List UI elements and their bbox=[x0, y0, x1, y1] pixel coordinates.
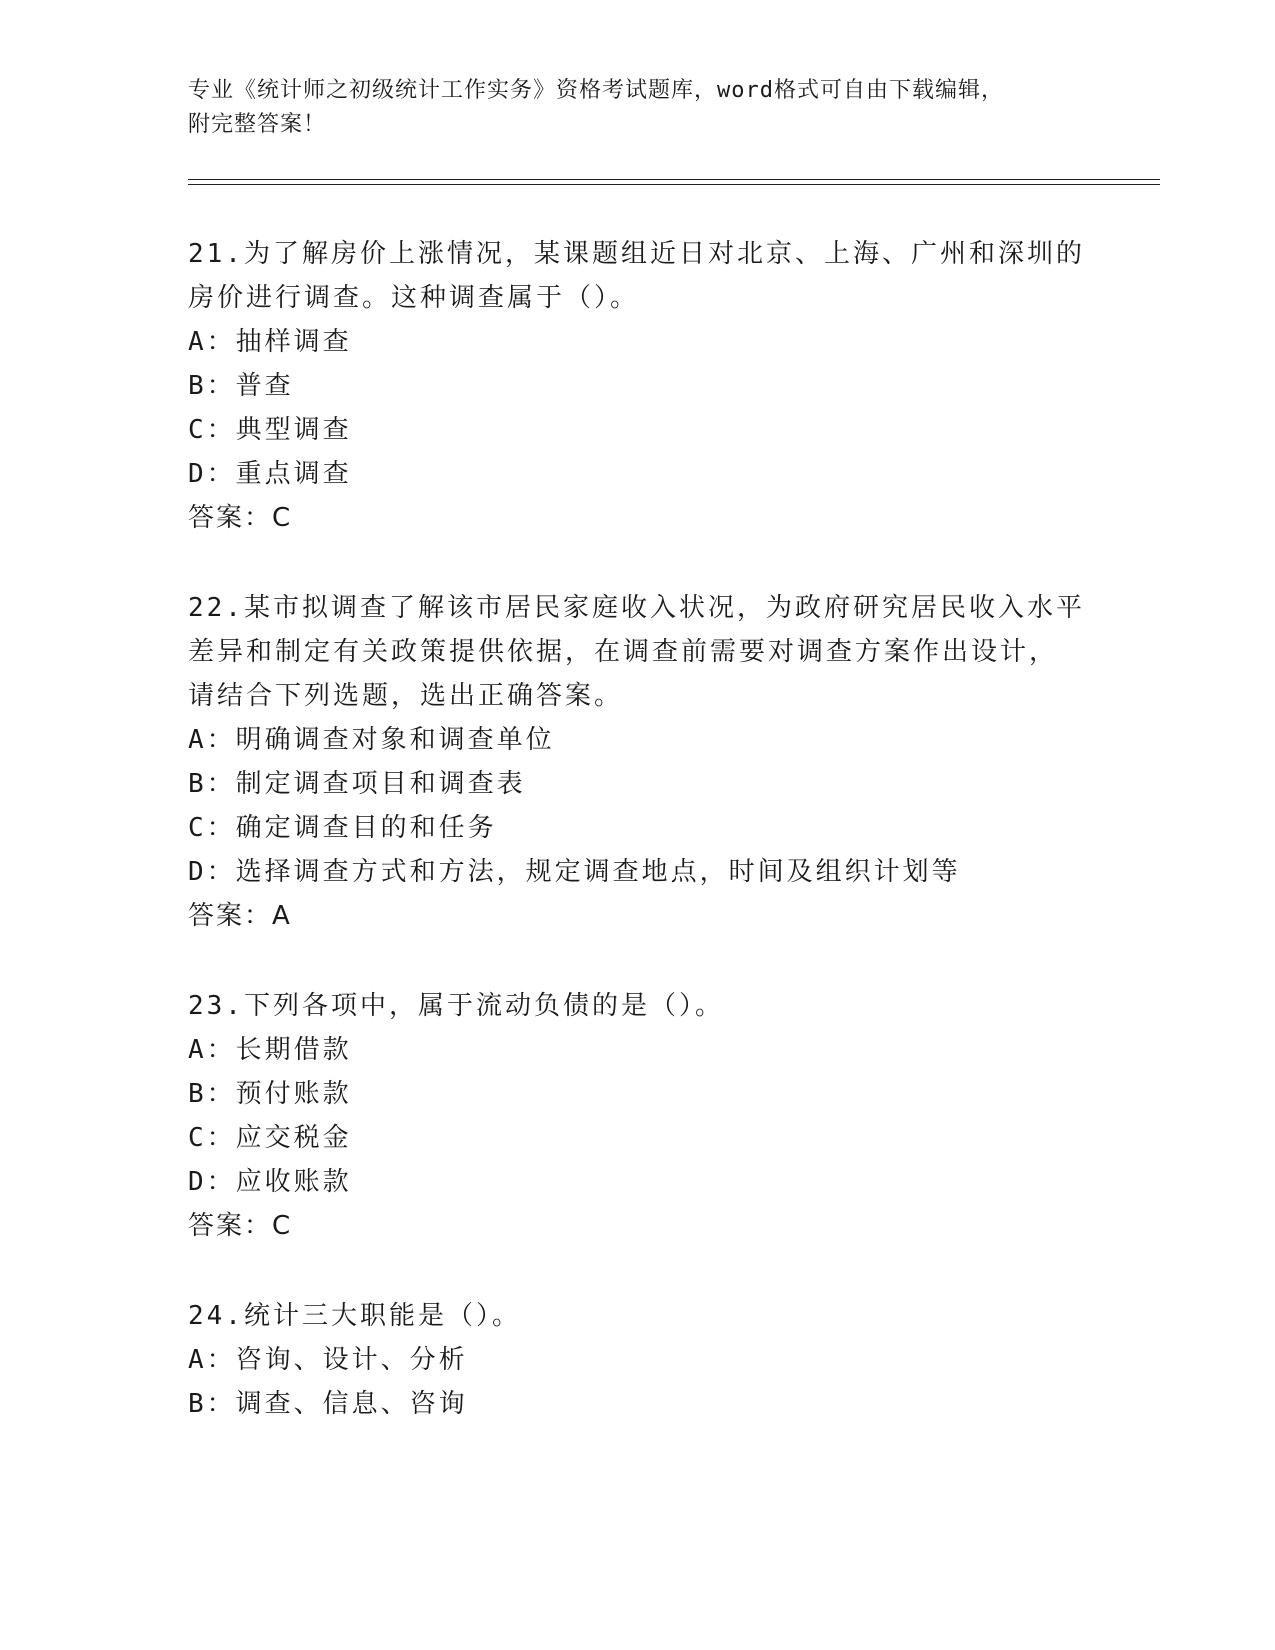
question-22-stem-line-1: 22.某市拟调查了解该市居民家庭收入状况，为政府研究居民收入水平 bbox=[188, 593, 1085, 623]
question-22-option-c: C：确定调查目的和任务 bbox=[188, 813, 497, 843]
question-21-option-a: A：抽样调查 bbox=[188, 327, 352, 357]
header-line-2: 附完整答案！ bbox=[188, 112, 327, 137]
header-line-1: 专业《统计师之初级统计工作实务》资格考试题库，word格式可自由下载编辑， bbox=[188, 78, 1004, 103]
header-divider-bottom bbox=[188, 184, 1160, 185]
question-21-option-d: D：重点调查 bbox=[188, 459, 352, 489]
question-24-option-a: A：咨询、设计、分析 bbox=[188, 1345, 468, 1375]
question-22-option-d: D：选择调查方式和方法，规定调查地点，时间及组织计划等 bbox=[188, 857, 961, 887]
question-23-option-c: C：应交税金 bbox=[188, 1123, 352, 1153]
question-21-answer: 答案：C bbox=[188, 503, 293, 533]
question-23-option-a: A：长期借款 bbox=[188, 1035, 352, 1065]
question-24-option-b: B：调查、信息、咨询 bbox=[188, 1389, 468, 1419]
question-22-stem-line-3: 请结合下列选题，选出正确答案。 bbox=[188, 681, 624, 711]
question-21-stem-line-2: 房价进行调查。这种调查属于（）。 bbox=[188, 283, 640, 313]
question-24-stem-line-1: 24.统计三大职能是（）。 bbox=[188, 1301, 521, 1331]
question-23-option-b: B：预付账款 bbox=[188, 1079, 352, 1109]
document-header bbox=[188, 74, 1088, 142]
question-21-stem-line-1: 21.为了解房价上涨情况，某课题组近日对北京、上海、广州和深圳的 bbox=[188, 239, 1085, 269]
question-22-option-a: A：明确调查对象和调查单位 bbox=[188, 725, 555, 755]
question-23-stem-line-1: 23.下列各项中，属于流动负债的是（）。 bbox=[188, 991, 724, 1021]
question-21-option-c: C：典型调查 bbox=[188, 415, 352, 445]
header-divider-top bbox=[188, 179, 1160, 180]
question-23-option-d: D：应收账款 bbox=[188, 1167, 352, 1197]
question-22-option-b: B：制定调查项目和调查表 bbox=[188, 769, 526, 799]
question-22-answer: 答案：A bbox=[188, 901, 292, 931]
question-22-stem-line-2: 差异和制定有关政策提供依据，在调查前需要对调查方案作出设计， bbox=[188, 637, 1059, 667]
question-23-answer: 答案：C bbox=[188, 1211, 293, 1241]
question-21-option-b: B：普查 bbox=[188, 371, 294, 401]
